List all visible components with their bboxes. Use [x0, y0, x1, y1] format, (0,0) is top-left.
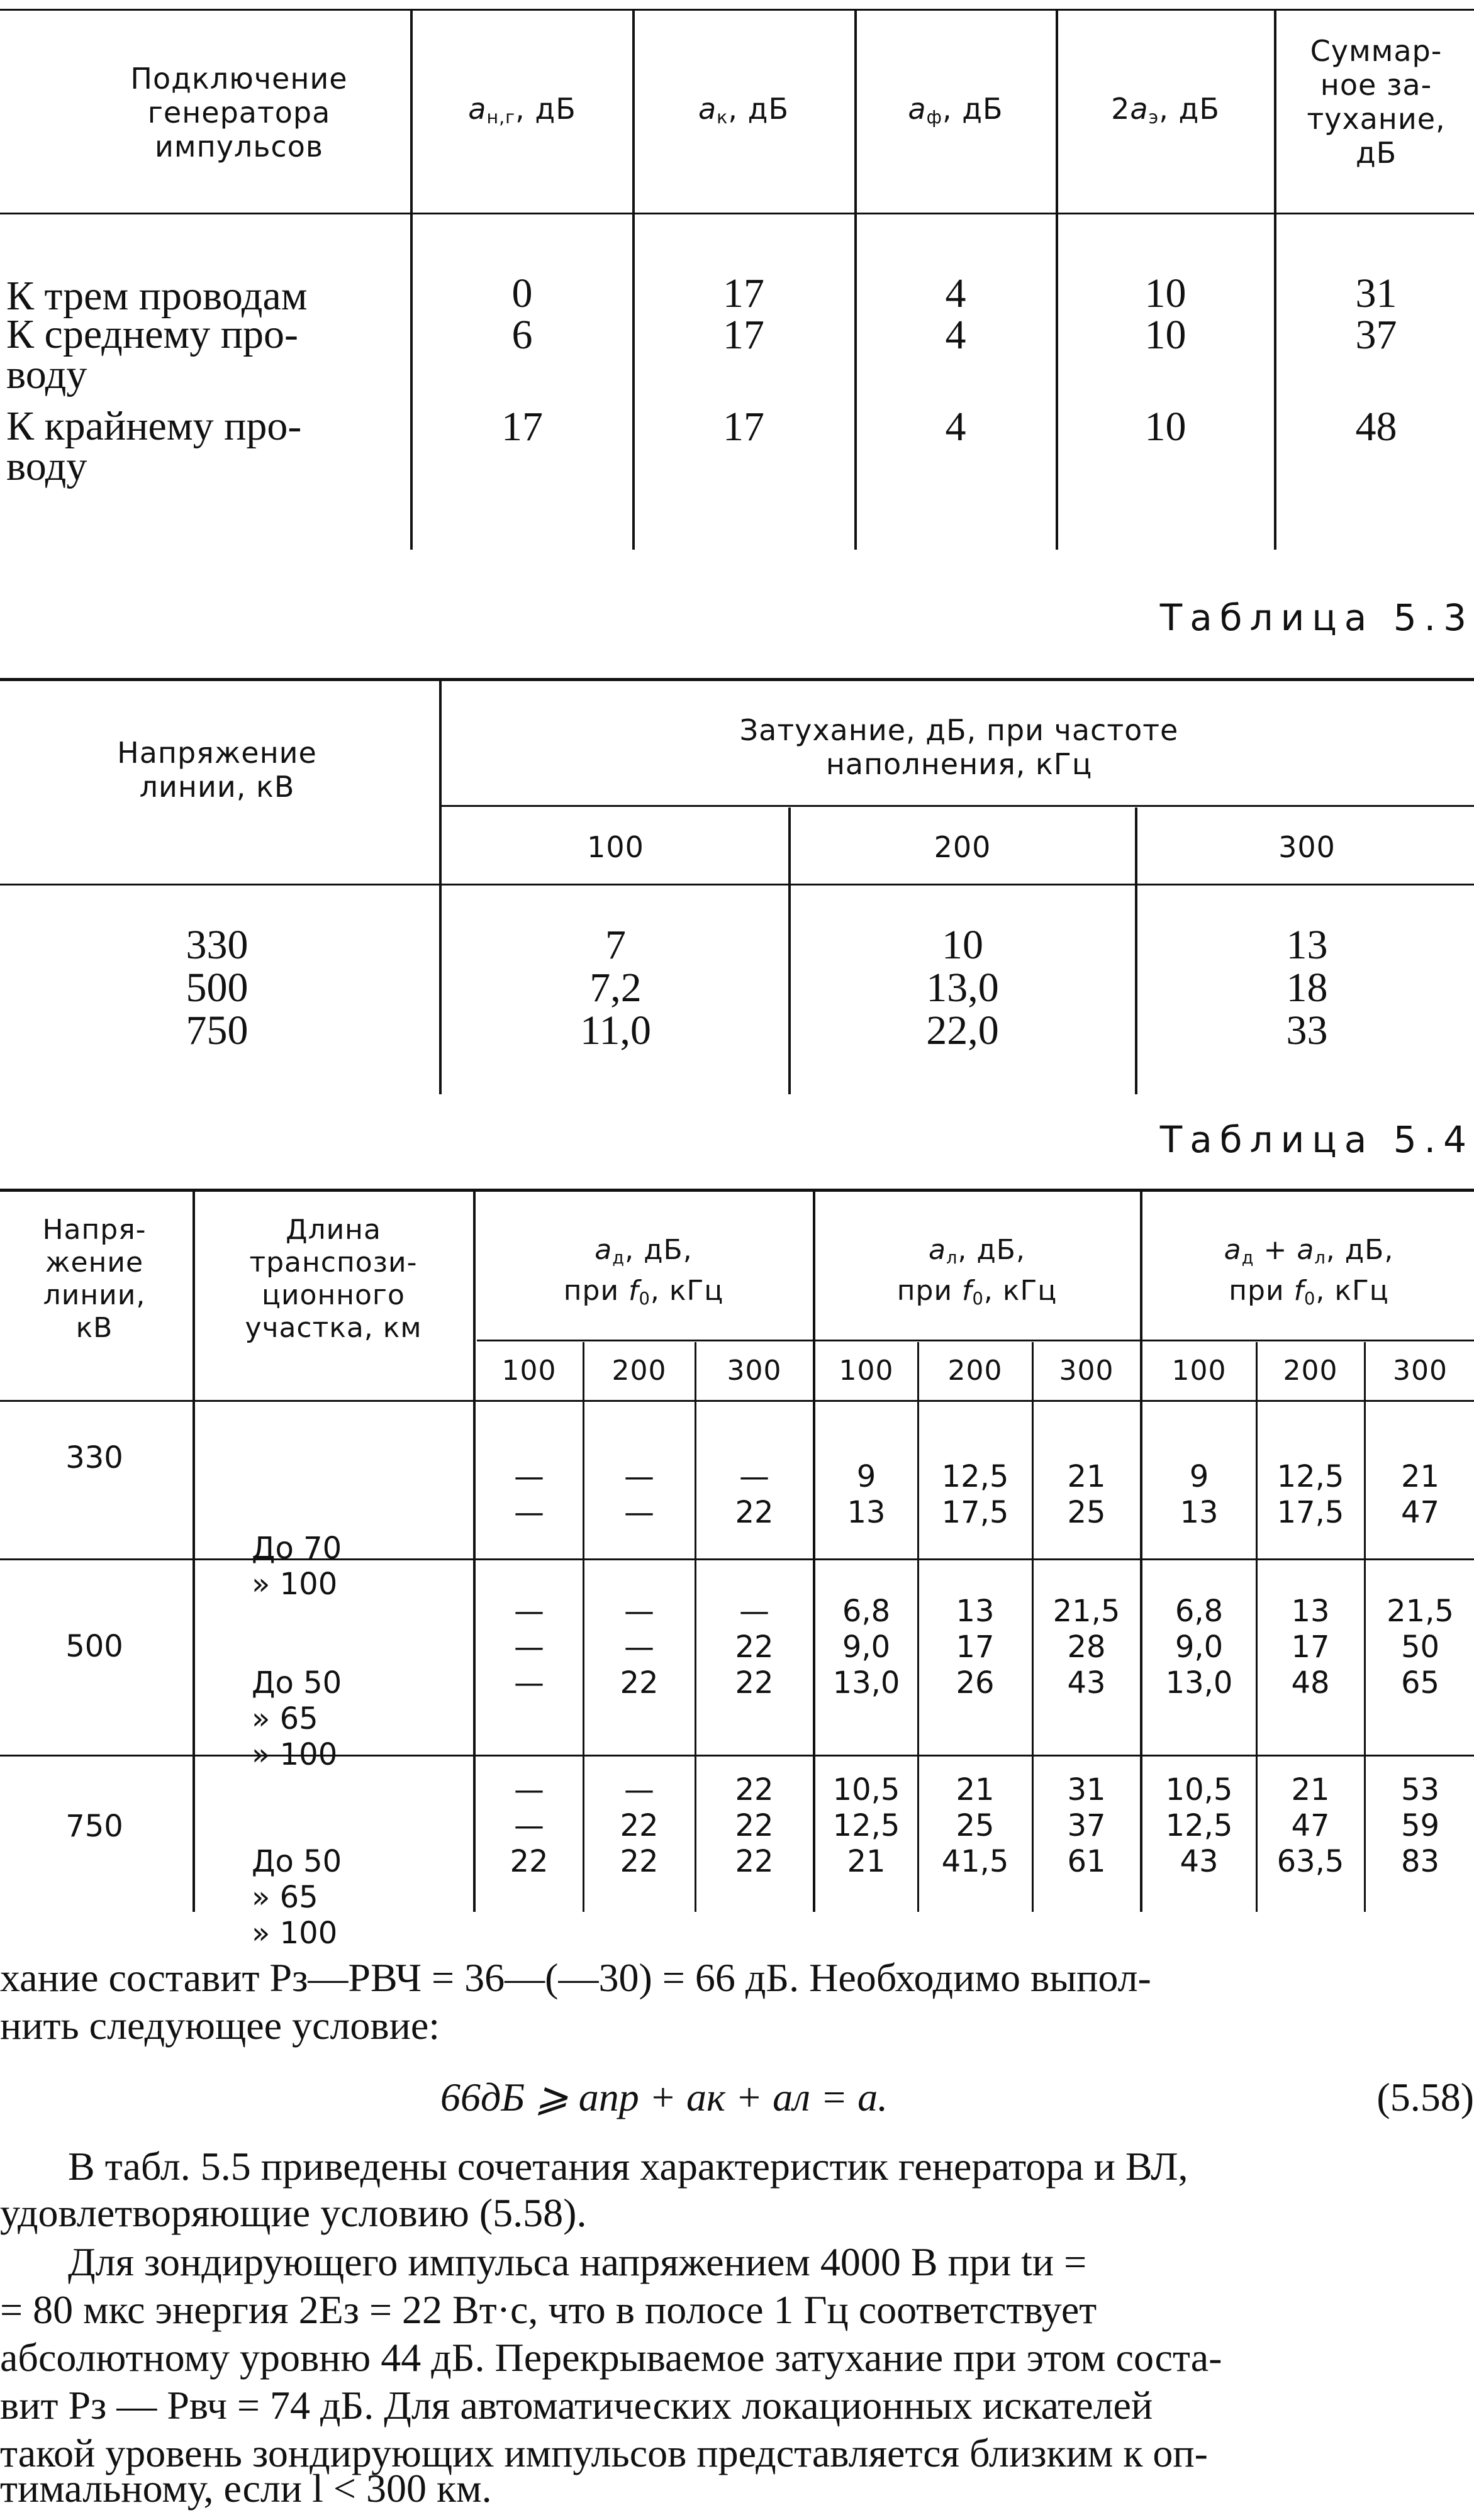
- table54-cells-ad100: — —: [514, 1459, 544, 1530]
- table54-col-divider: [1364, 1342, 1366, 1912]
- table53-caption: Таблица 5.3: [1159, 596, 1474, 639]
- table53-cell: 13: [1286, 922, 1328, 968]
- table52-cell: 17: [723, 404, 764, 450]
- table53-header-freq: 100: [587, 830, 644, 864]
- table53-cell: 10: [942, 922, 983, 968]
- table52-cell: 48: [1355, 404, 1397, 450]
- table54-group-rule: [0, 1755, 1474, 1757]
- table54-cells-s200: 13 17 48: [1291, 1594, 1330, 1701]
- table54-cells-s100: 6,8 9,0 13,0: [1165, 1594, 1233, 1701]
- paragraph-line: абсолютному уровню 44 дБ. Перекрываемое затухание при этом соста-: [0, 2335, 1222, 2380]
- table52-cell: 37: [1355, 312, 1397, 358]
- paragraph-line: такой уровень зондирующих импульсов представляется близким к оп-: [0, 2431, 1208, 2475]
- table54-cells-al200: 21 25 41,5: [941, 1772, 1009, 1879]
- table53-col-divider: [439, 678, 442, 1094]
- table54-col-divider: [813, 1189, 815, 1912]
- table54-header-freq: 300: [1059, 1355, 1114, 1387]
- table53-cell: 11,0: [579, 1007, 652, 1053]
- table52-col-divider: [1274, 9, 1276, 550]
- table54-lengths: До 50 » 65 » 100: [252, 1844, 342, 1951]
- table54-caption: Таблица 5.4: [1159, 1118, 1474, 1161]
- table54-cells-al200: 12,5 17,5: [941, 1459, 1009, 1530]
- table53-header-freq: 300: [1278, 830, 1336, 864]
- table53-col-divider: [788, 808, 791, 1094]
- table54-col-divider: [193, 1189, 195, 1912]
- table52-row-label: К крайнему про- воду: [6, 403, 302, 489]
- table54-group-rule: [0, 1558, 1474, 1560]
- equation-number: (5.58): [1376, 2075, 1474, 2119]
- table53-cell: 33: [1286, 1007, 1328, 1053]
- body-line: хание составит Pз—PВЧ = 36—(—30) = 66 дБ. Необходимо выпол-: [0, 1955, 1151, 2000]
- table54-cells-ad300: 22 22 22: [735, 1772, 774, 1879]
- table54-col-divider: [1032, 1342, 1034, 1912]
- table53-top-rule: [0, 678, 1474, 681]
- table54-voltage: 500: [65, 1629, 123, 1664]
- table53-cell: 7: [605, 922, 626, 968]
- table54-voltage: 750: [65, 1809, 123, 1844]
- paragraph-line: Для зондирующего импульса напряжением 4000 В при tи =: [68, 2240, 1087, 2284]
- table54-cells-al100: 9 13: [847, 1459, 886, 1530]
- table54-col-divider: [473, 1189, 476, 1912]
- table53-col-divider: [1135, 808, 1137, 1094]
- table54-lengths: До 50 » 65 » 100: [252, 1665, 342, 1772]
- table54-header-sum: $a_д + a_л$, дБ, при $f_0$, кГц: [1224, 1234, 1394, 1309]
- paragraph-line: удовлетворяющие условию (5.58).: [0, 2190, 587, 2235]
- table53-cell: 500: [186, 965, 248, 1011]
- table54-header-length: Длина транспози- ционного участка, км: [245, 1214, 422, 1344]
- table52-cell: 10: [1144, 270, 1186, 316]
- table52-header-a-f: $a_ф$, дБ: [908, 92, 1003, 128]
- paragraph-line: вит Pз — Pвч = 74 дБ. Для автоматических локационных искателей: [0, 2383, 1153, 2428]
- table54-header-freq: 300: [727, 1355, 782, 1387]
- table54-cells-s100: 9 13: [1180, 1459, 1219, 1530]
- table54-cells-s300: 21,5 50 65: [1387, 1594, 1454, 1701]
- table54-cells-s200: 21 47 63,5: [1276, 1772, 1344, 1879]
- table54-col-divider: [583, 1342, 584, 1912]
- table52-cell: 10: [1144, 312, 1186, 358]
- table53-cell: 18: [1286, 965, 1328, 1011]
- table52-header-a-ng: $a_{н,г}$, дБ: [468, 92, 576, 128]
- table54-cells-s100: 10,5 12,5 43: [1165, 1772, 1233, 1879]
- table52-cell: 6: [511, 312, 533, 358]
- table52-cell: 4: [945, 312, 966, 358]
- table54-header-voltage: Напря- жение линии, кВ: [42, 1214, 147, 1344]
- table53-cell: 13,0: [926, 965, 999, 1011]
- table52-cell: 17: [501, 404, 543, 450]
- table54-header-freq: 300: [1393, 1355, 1448, 1387]
- table54-cells-al300: 31 37 61: [1067, 1772, 1106, 1879]
- table54-col-divider: [1140, 1189, 1142, 1912]
- body-line: нить следующее условие:: [0, 2003, 440, 2048]
- table53-header-rule: [0, 884, 1474, 885]
- table54-cells-s300: 53 59 83: [1400, 1772, 1440, 1879]
- table54-cells-al300: 21 25: [1067, 1459, 1106, 1530]
- table53-header-voltage: Напряжение линии, кВ: [117, 736, 317, 804]
- table54-cells-ad200: — 22 22: [620, 1772, 659, 1879]
- paragraph-line: тимальному, если l < 300 км.: [0, 2466, 492, 2511]
- table53-cell: 22,0: [926, 1007, 999, 1053]
- equation: 66дБ ⩾ aпр + aк + aл = a.: [440, 2075, 888, 2119]
- table54-cells-al200: 13 17 26: [956, 1594, 995, 1701]
- table52-col-divider: [1056, 9, 1058, 550]
- table54-col-divider: [917, 1342, 919, 1912]
- table52-cell: 10: [1144, 404, 1186, 450]
- table54-top-rule: [0, 1189, 1474, 1192]
- table52-header-total: Суммар- ное за- тухание, дБ: [1307, 34, 1446, 170]
- table54-col-divider: [695, 1342, 696, 1912]
- table54-cells-ad200: — —: [624, 1459, 654, 1530]
- table52-header-connection: Подключение генератора импульсов: [130, 62, 348, 164]
- table54-cells-ad200: — — 22: [620, 1594, 659, 1701]
- table52-col-divider: [854, 9, 857, 550]
- table54-cells-al100: 10,5 12,5 21: [832, 1772, 900, 1879]
- table54-header-freq: 100: [1171, 1355, 1227, 1387]
- table52-top-rule: [0, 9, 1474, 11]
- table54-header-ad: $a_д$, дБ, при $f_0$, кГц: [563, 1234, 724, 1309]
- table52-cell: 0: [511, 270, 533, 316]
- table54-lengths: До 70 » 100: [252, 1531, 342, 1602]
- table52-cell: 4: [945, 404, 966, 450]
- table52-cell: 17: [723, 270, 764, 316]
- table53-subheader-rule: [440, 805, 1474, 807]
- table54-header-rule: [0, 1400, 1474, 1402]
- table54-header-al: $a_л$, дБ, при $f_0$, кГц: [896, 1234, 1058, 1309]
- table54-cells-al100: 6,8 9,0 13,0: [832, 1594, 900, 1701]
- table52-col-divider: [632, 9, 635, 550]
- table53-cell: 7,2: [589, 965, 642, 1011]
- table53-cell: 750: [186, 1007, 248, 1053]
- table52-header-2ae: $2a_э$, дБ: [1111, 92, 1220, 128]
- table54-header-freq: 100: [501, 1355, 557, 1387]
- table54-cells-al300: 21,5 28 43: [1052, 1594, 1120, 1701]
- table52-row-label: К среднему про- воду: [6, 311, 298, 397]
- table52-header-rule: [0, 213, 1474, 214]
- table52-row-label: К трем проводам: [6, 273, 308, 319]
- paragraph-line: В табл. 5.5 приведены сочетания характеристик генератора и ВЛ,: [68, 2144, 1188, 2189]
- table52-cell: 17: [723, 312, 764, 358]
- table52-cell: 31: [1355, 270, 1397, 316]
- table54-header-freq: 100: [839, 1355, 894, 1387]
- table54-header-freq: 200: [947, 1355, 1003, 1387]
- table52-col-divider: [410, 9, 413, 550]
- table54-cells-ad300: — 22 22: [735, 1594, 774, 1701]
- table53-header-attenuation: Затухание, дБ, при частоте наполнения, кГц: [739, 713, 1179, 781]
- table54-cells-s300: 21 47: [1400, 1459, 1440, 1530]
- table54-cells-s200: 12,5 17,5: [1276, 1459, 1344, 1530]
- table53-header-freq: 200: [934, 830, 991, 864]
- table54-voltage: 330: [65, 1440, 123, 1475]
- paragraph-line: = 80 мкс энергия 2Eз = 22 Вт·с, что в полосе 1 Гц соответствует: [0, 2287, 1097, 2332]
- table54-cells-ad300: — 22: [735, 1459, 774, 1530]
- table54-header-freq: 200: [611, 1355, 667, 1387]
- table52-header-a-k: $a_к$, дБ: [698, 92, 790, 128]
- table54-cells-ad100: — — 22: [510, 1772, 549, 1879]
- table52-cell: 4: [945, 270, 966, 316]
- table54-col-divider: [1256, 1342, 1258, 1912]
- table54-cells-ad100: — — —: [514, 1594, 544, 1701]
- table53-cell: 330: [186, 922, 248, 968]
- table54-subheader-rule: [477, 1340, 1474, 1341]
- table54-header-freq: 200: [1283, 1355, 1338, 1387]
